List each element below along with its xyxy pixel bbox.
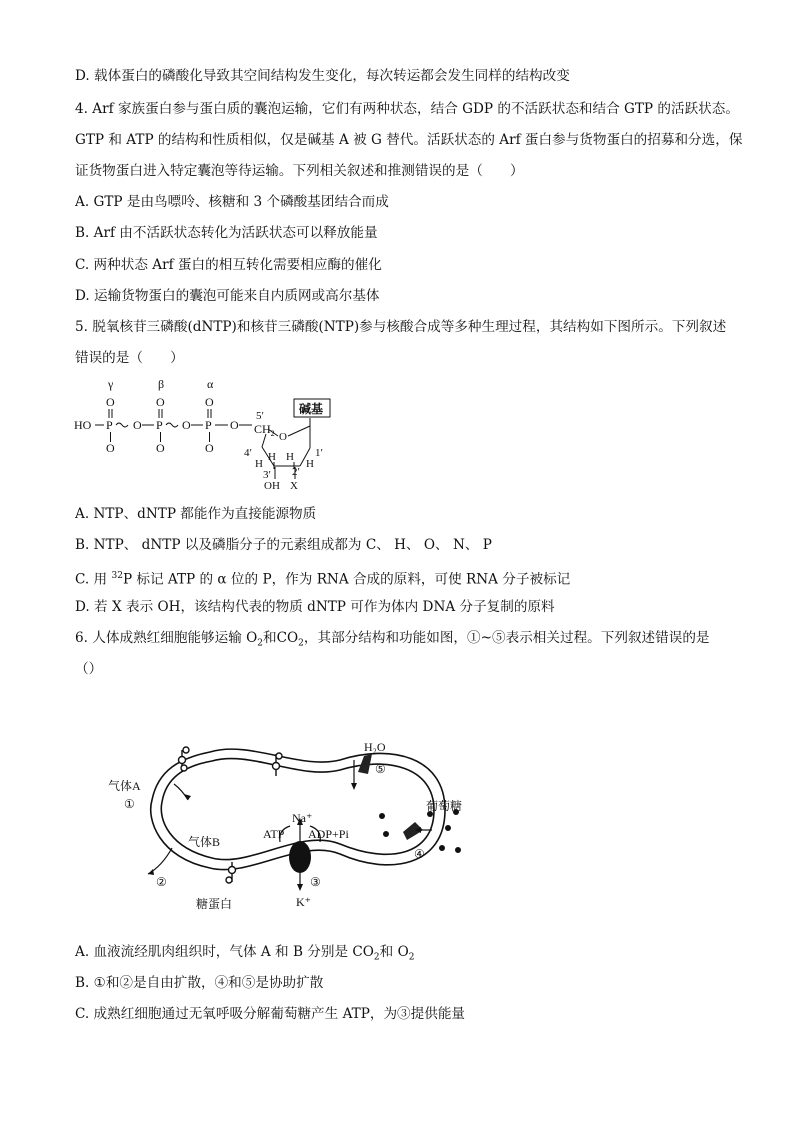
phosphate-gamma: P: [106, 418, 113, 432]
q4-option-a: A. GTP 是由鸟嘌呤、核糖和 3 个磷酸基团结合而成: [75, 194, 389, 210]
process-4-label: ④: [414, 847, 425, 861]
glucose-label: 葡萄糖: [426, 799, 463, 813]
q5-option-a: A. NTP、dNTP 都能作为直接能源物质: [75, 506, 317, 522]
svg-text:5′: 5′: [256, 410, 264, 422]
svg-text:O: O: [279, 431, 287, 443]
process-3-label: ③: [310, 875, 321, 889]
x-group: X: [290, 480, 298, 492]
svg-text:O: O: [133, 418, 142, 432]
process-1-label: ①: [124, 797, 135, 811]
na-k-pump-icon: [289, 841, 311, 873]
svg-text:O: O: [106, 441, 115, 455]
q5-stem-line1: 5. 脱氧核苷三磷酸(dNTP)和核苷三磷酸(NTP)参与核酸合成等多种生理过程，其结构如下图所示。下列叙述: [75, 319, 727, 335]
q5-option-d: D. 若 X 表示 OH，该结构代表的物质 dNTP 可作为体内 DNA 分子复制的原料: [75, 599, 555, 615]
q4-option-b: B. Arf 由不活跃状态转化为活跃状态可以释放能量: [75, 225, 378, 241]
svg-text:H: H: [255, 458, 263, 470]
na-label: Na⁺: [292, 811, 313, 825]
q5-option-c: C. 用 $^{32}$P 标记 ATP 的 α 位的 P，作为 RNA 合成的原料，可使 RNA 分子被标记: [75, 571, 571, 588]
q4-stem-line1: 4. Arf 家族蛋白参与蛋白质的囊泡运输，它们有两种状态，结合 GDP 的不活跃状态和结合 GTP 的活跃状态。: [75, 101, 739, 117]
process-5-label: ⑤: [375, 762, 386, 776]
ntp-structure-figure: [72, 376, 352, 494]
phosphate-alpha: P: [205, 418, 212, 432]
glycoprotein-icon: [179, 747, 283, 883]
base-box-label: 碱基: [299, 402, 324, 416]
q3-option-d: D. 载体蛋白的磷酸化导致其空间结构发生变化，每次转运都会发生同样的结构改变: [75, 68, 570, 84]
q6-option-c: C. 成熟红细胞通过无氧呼吸分解葡萄糖产生 ATP，为③提供能量: [75, 1006, 466, 1022]
svg-text:H: H: [306, 458, 314, 470]
q6-option-a: A. 血液流经肌肉组织时，气体 A 和 B 分别是 $CO_2$和 $O_2$: [75, 944, 415, 963]
svg-text:O: O: [230, 418, 239, 432]
q5-option-b: B. NTP、 dNTP 以及磷脂分子的元素组成都为 C、 H、 O、 N、 P: [75, 537, 492, 553]
gamma-label: γ: [108, 377, 114, 391]
svg-text:O: O: [205, 395, 214, 409]
k-label: K⁺: [296, 895, 311, 909]
phosphate-beta: P: [156, 418, 163, 432]
q6-option-b: B. ①和②是自由扩散，④和⑤是协助扩散: [75, 975, 324, 991]
q6-stem-line1: 6. 人体成熟红细胞能够运输 $O_2$和$CO_2$，其部分结构和功能如图，①~⑤表示相关过程。下列叙述错误的是: [75, 630, 710, 649]
q4-option-d: D. 运输货物蛋白的囊泡可能来自内质网或高尔基体: [75, 288, 380, 304]
svg-text:H: H: [268, 451, 276, 463]
svg-text:1′: 1′: [315, 447, 323, 459]
adp-pi-label: ADP+Pi: [308, 827, 349, 841]
gas-a-label: 气体A: [108, 779, 141, 793]
svg-text:H: H: [286, 451, 294, 463]
beta-label: β: [158, 377, 165, 391]
process-2-label: ②: [156, 875, 167, 889]
q4-stem-line2: GTP 和 ATP 的结构和性质相似，仅是碱基 A 被 G 替代。活跃状态的 Arf 蛋白参与货物蛋白的招募和分选，保: [75, 132, 743, 148]
ho-group: HO: [74, 418, 92, 432]
svg-text:O: O: [182, 418, 191, 432]
oh-group: OH: [264, 480, 280, 492]
svg-text:O: O: [156, 441, 165, 455]
ch2-group: $CH_2$: [254, 422, 275, 438]
gas-b-label: 气体B: [188, 835, 221, 849]
q5-stem-line2: 错误的是（ ）: [75, 350, 184, 366]
svg-text:2′: 2′: [292, 466, 300, 478]
svg-text:O: O: [106, 395, 115, 409]
svg-text:4′: 4′: [244, 447, 252, 459]
q4-stem-line3: 证货物蛋白进入特定囊泡等待运输。下列相关叙述和推测错误的是（ ）: [75, 163, 524, 179]
alpha-label: α: [207, 377, 214, 391]
water-channel-icon: [358, 754, 372, 774]
svg-text:O: O: [205, 441, 214, 455]
atp-label: ATP: [263, 827, 285, 841]
red-blood-cell-figure: [100, 730, 480, 910]
svg-text:O: O: [156, 395, 165, 409]
glycoprotein-label: 糖蛋白: [196, 897, 233, 910]
svg-text:3′: 3′: [263, 469, 271, 481]
q6-stem-line2: （）: [75, 661, 103, 677]
h2o-label: H₂O: [364, 740, 386, 754]
q4-option-c: C. 两种状态 Arf 蛋白的相互转化需要相应酶的催化: [75, 257, 382, 273]
